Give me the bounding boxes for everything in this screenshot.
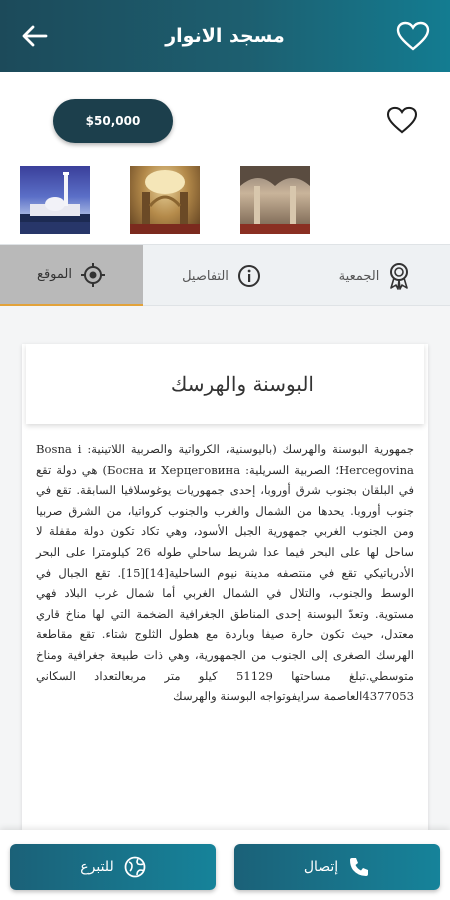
info-card bbox=[22, 344, 428, 830]
call-button[interactable] bbox=[234, 844, 440, 890]
image-gallery bbox=[0, 160, 450, 244]
favorite-button[interactable] bbox=[394, 17, 432, 55]
card-title: البوسنة والهرسك bbox=[170, 372, 314, 396]
heart-icon bbox=[386, 106, 418, 134]
target-icon bbox=[80, 262, 106, 288]
favorite-toggle[interactable] bbox=[384, 102, 420, 138]
bottom-action-bar bbox=[0, 830, 450, 900]
tab-label: الجمعية bbox=[338, 268, 380, 284]
heart-icon bbox=[396, 21, 430, 51]
globe-icon bbox=[124, 856, 146, 878]
price-badge: $50,000 bbox=[53, 99, 173, 143]
price-row bbox=[0, 72, 450, 160]
phone-icon bbox=[348, 856, 370, 878]
tab-bar bbox=[0, 244, 450, 306]
page-title: مسجد الانوار bbox=[165, 25, 285, 47]
info-icon bbox=[237, 264, 261, 288]
donate-button[interactable] bbox=[10, 844, 216, 890]
back-button[interactable] bbox=[18, 20, 52, 52]
card-body-text: جمهورية البوسنة والهرسك (باليوسنية، الكرواتية والصربية اللاتينية: Bosna i Hercegovina؛ الصربية السريلية: Босна и Херцеговина) هي دولة تقع في البلقان بجنوب شرق أوروبا، إحدى جمهوريات يوغوسلافيا السابقة. تقع في جنوب أوروبا. يحدها من الشمال والغرب والجنوب كرواتيا، من الشرق صربيا ومن الجنوب الغربي جمهورية الجبل الأسود، وهي تكاد تكون دولة مقفلة لا ساحل لها على البحر فيما عدا شريط ساحلي طوله 26 كيلومترا على البحر الأدرياتيكي تقع في منتصفه مدينة نيوم الساحلية[14][15]. تقع الجبال في الوسط والجنوب، والتلال في الشمال الغربي أما شمال غرب البلاد فهي مستوية. وتعدّ البوسنة إحدى المناطق الجغرافية الضخمة التي لها مناخ قاري معتدل، حيث تكون حارة صيفا وباردة مع هطول الثلوج شتاء. تقع مقاطعة الهرسك الصغرى إلى الجنوب من الجمهورية، وهي ذات طبيعة جغرافية ومناخ متوسطي.تبلغ مساحتها 51129 كيلو متر مربعالتعداد السكاني 4377053العاصمة سرايفوتواجه البوسنة والهرسك bbox=[36, 442, 415, 704]
tab-charity[interactable] bbox=[300, 245, 450, 307]
card-header bbox=[26, 344, 424, 424]
donate-label: للتبرع bbox=[80, 859, 114, 875]
tab-location[interactable] bbox=[0, 245, 143, 307]
award-icon bbox=[387, 262, 411, 290]
gallery-thumbnail[interactable] bbox=[240, 166, 310, 234]
tab-label: الموقع bbox=[37, 267, 72, 282]
tab-label: التفاصيل bbox=[182, 268, 229, 284]
tab-details[interactable] bbox=[143, 245, 300, 307]
gallery-thumbnail[interactable] bbox=[20, 166, 90, 234]
content-area bbox=[0, 306, 450, 830]
call-label: إتصال bbox=[303, 859, 339, 875]
gallery-thumbnail[interactable] bbox=[130, 166, 200, 234]
arrow-left-icon bbox=[22, 25, 48, 47]
app-bar bbox=[0, 0, 450, 72]
